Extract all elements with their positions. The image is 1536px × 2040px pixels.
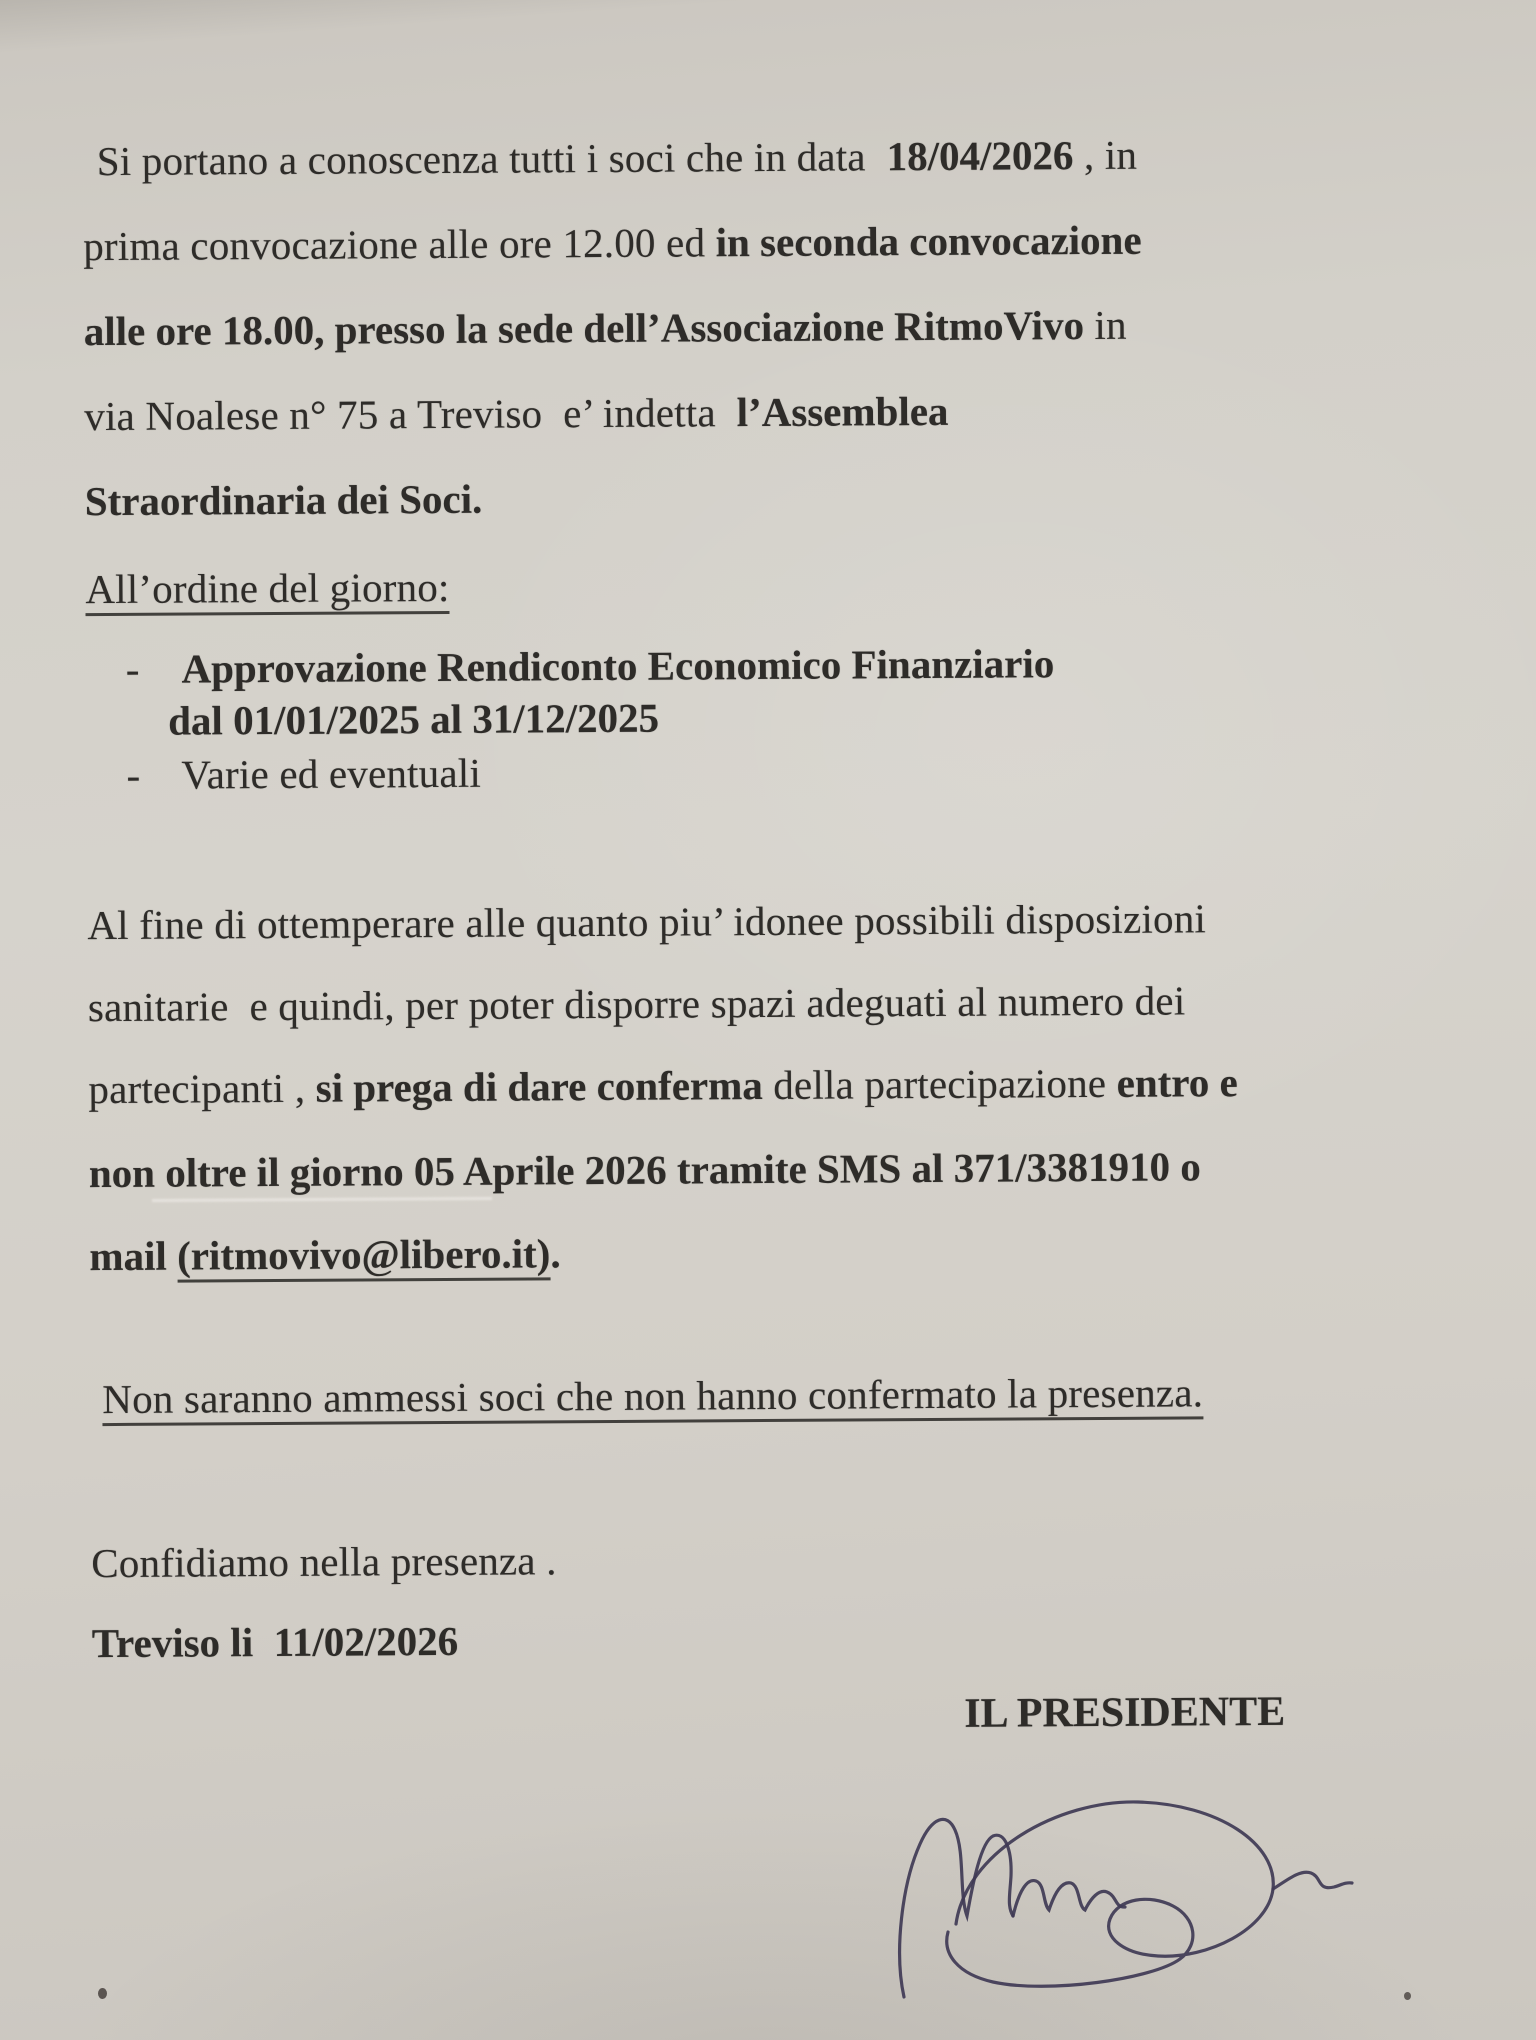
notice-line xyxy=(102,1369,1203,1423)
text-run: Al fine di ottemperare alle quanto piu’ idonee possibili disposizioni xyxy=(87,895,1207,949)
president-title xyxy=(964,1688,1285,1738)
text-run: si prega di dare conferma xyxy=(315,1062,763,1111)
para1-line4 xyxy=(84,388,948,440)
para1-line2 xyxy=(83,217,1142,271)
para1-line5 xyxy=(85,476,483,526)
agenda-item-2 xyxy=(126,750,481,799)
text-run: - Varie ed eventuali xyxy=(126,749,482,798)
place-date-line xyxy=(92,1618,459,1667)
para2-line2 xyxy=(88,977,1186,1031)
text-run: sanitarie e quindi, per poter disporre spazi adeguati al numero dei xyxy=(87,977,1186,1031)
para2-line4 xyxy=(89,1143,1201,1197)
signature-scribble-icon xyxy=(886,1792,1364,2032)
text-run: non oltre il giorno 05 Aprile 2026 tramite SMS al 371/3381910 o xyxy=(88,1143,1201,1197)
para2-line3 xyxy=(88,1059,1238,1113)
text-run: 18/04/2026 xyxy=(886,132,1074,180)
text-run: in seconda convocazione xyxy=(715,216,1142,266)
text-run: via Noalese n° 75 a Treviso e’ indetta xyxy=(84,389,737,440)
text-run: Confidiamo nella presenza . xyxy=(91,1537,557,1587)
text-run: Si portano a conoscenza tutti i soci che in data xyxy=(96,133,887,185)
text-run: IL PRESIDENTE xyxy=(964,1688,1286,1737)
text-run: , in xyxy=(1073,131,1138,179)
text-run: della partecipazione xyxy=(762,1059,1117,1109)
text-run: . xyxy=(550,1230,561,1277)
agenda-heading xyxy=(85,564,449,613)
text-run: (ritmovivo@libero.it) xyxy=(177,1230,551,1282)
text-run: All’ordine del giorno: xyxy=(85,564,450,616)
text-run: Treviso li 11/02/2026 xyxy=(91,1617,459,1667)
ink-speck xyxy=(1404,1992,1411,2000)
text-run: prima convocazione alle ore 12.00 ed xyxy=(83,219,716,270)
agenda-item-1-line2 xyxy=(168,695,659,745)
ink-speck xyxy=(98,1988,107,1999)
text-run: l’Assemblea xyxy=(736,387,949,436)
text-run: - xyxy=(125,645,182,692)
text-run: Straordinaria dei Soci. xyxy=(84,475,483,525)
text-run: Approvazione Rendiconto Economico Finanziario xyxy=(181,640,1055,692)
text-run: partecipanti , xyxy=(88,1064,316,1113)
text-run: entro e xyxy=(1116,1059,1238,1106)
text-run: alle ore 18.00, presso la sede dell’Associazione RitmoVivo xyxy=(83,302,1085,355)
text-run: mail xyxy=(89,1232,178,1280)
agenda-item-1-line1 xyxy=(126,640,1055,693)
president-signature xyxy=(886,1792,1364,2032)
para1-line1 xyxy=(97,132,1138,185)
text-run: in xyxy=(1083,301,1127,349)
text-run: dal 01/01/2025 al 31/12/2025 xyxy=(168,694,660,744)
para1-line3 xyxy=(84,302,1127,356)
closing-line xyxy=(91,1537,557,1587)
para2-line1 xyxy=(87,895,1206,949)
text-run: Non saranno ammessi soci che non hanno confermato la presenza. xyxy=(102,1369,1203,1426)
para2-line5 xyxy=(89,1230,560,1280)
